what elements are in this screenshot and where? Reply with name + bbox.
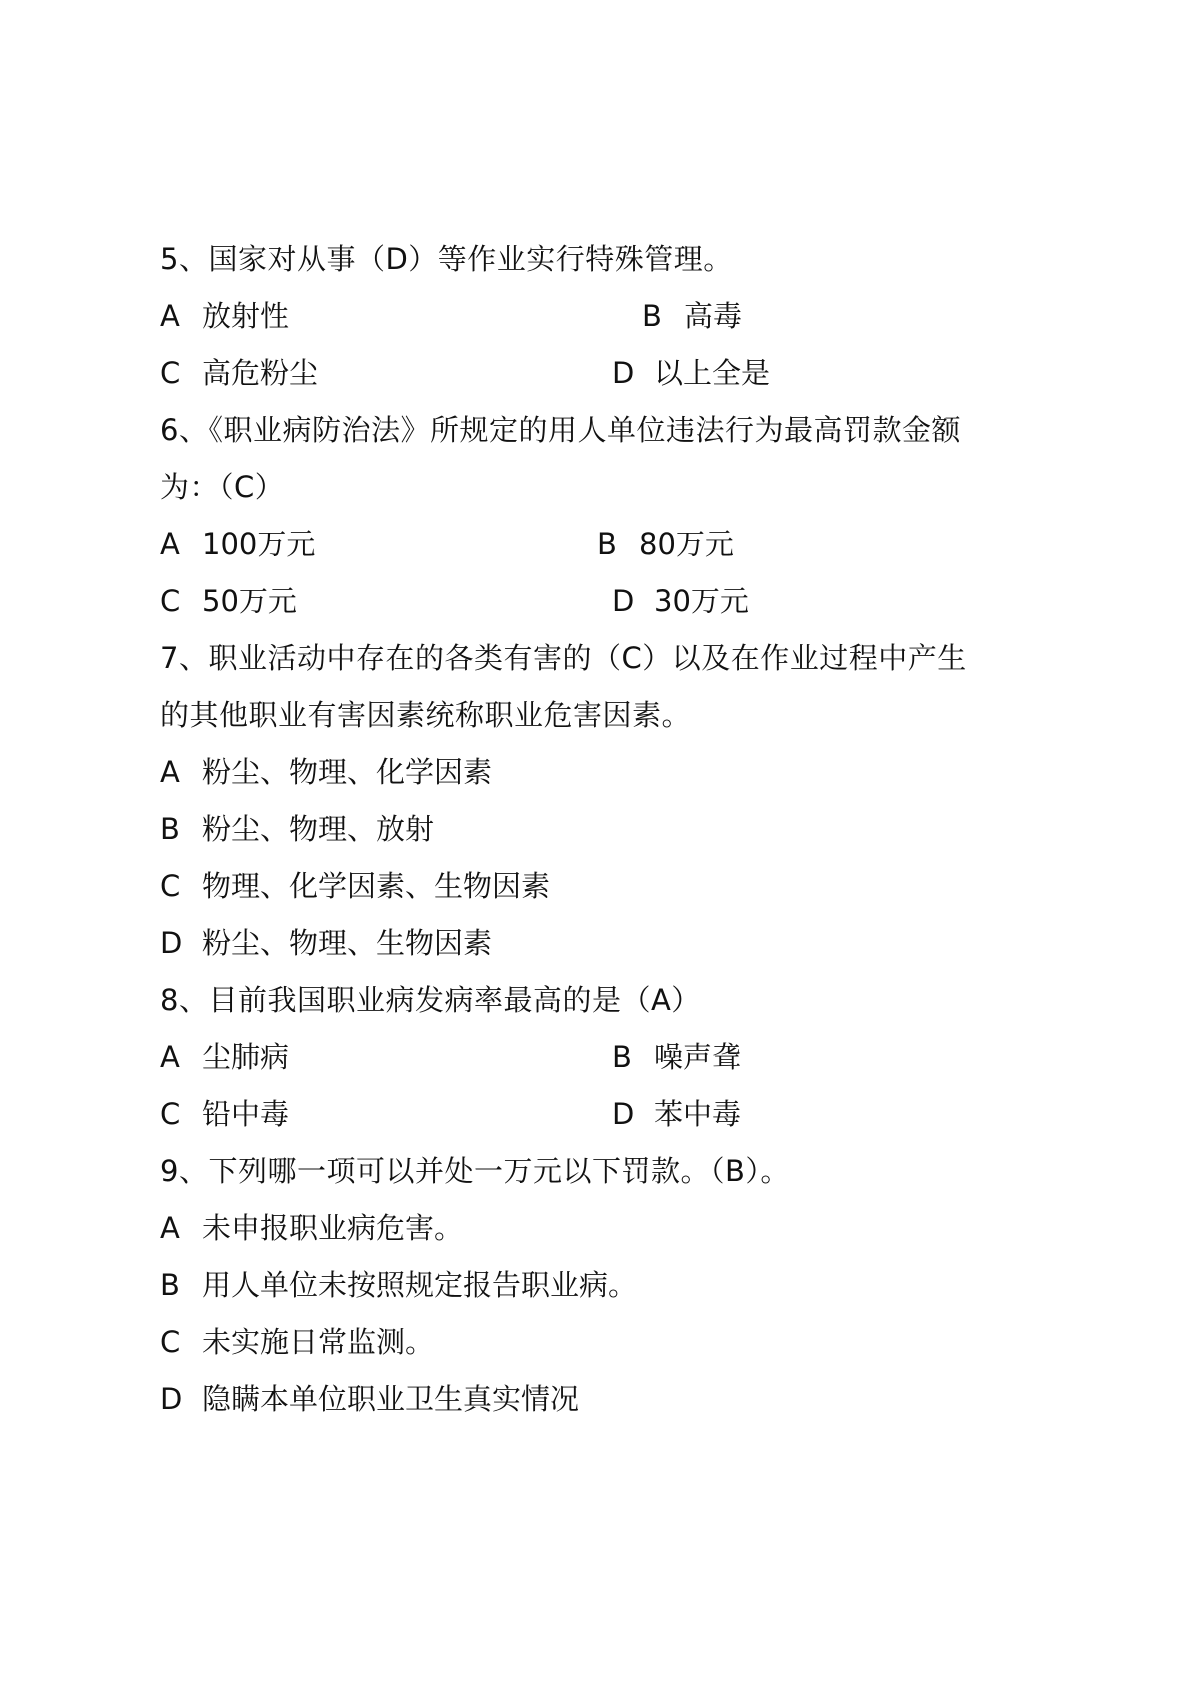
- question-8-options-row-1: [160, 1033, 1060, 1081]
- option-letter: C: [160, 584, 181, 618]
- option-d: [160, 1375, 579, 1423]
- option-a: [160, 1033, 289, 1081]
- question-5-options-row-2: [160, 349, 1060, 397]
- option-text: 高危粉尘: [202, 356, 319, 390]
- option-text: 100万元: [202, 527, 316, 561]
- option-letter: B: [160, 812, 180, 846]
- option-c: [160, 862, 550, 910]
- option-text: 噪声聋: [654, 1040, 742, 1074]
- question-6-options-row-2: [160, 577, 1060, 625]
- option-letter: A: [160, 1211, 180, 1245]
- option-text: 放射性: [202, 299, 290, 333]
- option-letter: D: [612, 356, 635, 390]
- option-b: [160, 1261, 637, 1309]
- option-text: 50万元: [202, 584, 297, 618]
- option-letter: A: [160, 1040, 180, 1074]
- option-letter: B: [642, 299, 662, 333]
- option-text: 粉尘、物理、放射: [202, 812, 435, 846]
- option-text: 用人单位未按照规定报告职业病。: [202, 1268, 638, 1302]
- question-5-options-row-1: [160, 292, 1060, 340]
- question-7-stem-line-2: 的其他职业有害因素统称职业危害因素。: [160, 698, 692, 732]
- option-letter: D: [160, 926, 183, 960]
- option-b: [160, 805, 434, 853]
- option-letter: B: [612, 1040, 632, 1074]
- question-7-option-c: [160, 862, 1060, 910]
- question-7-option-d: [160, 919, 1060, 967]
- option-a: [160, 1204, 463, 1252]
- option-text: 粉尘、物理、化学因素: [202, 755, 493, 789]
- option-text: 80万元: [639, 527, 734, 561]
- option-letter: D: [612, 584, 635, 618]
- option-text: 粉尘、物理、生物因素: [202, 926, 493, 960]
- option-b: [642, 292, 742, 340]
- option-a: [160, 292, 289, 340]
- option-text: 尘肺病: [202, 1040, 290, 1074]
- option-letter: C: [160, 356, 181, 390]
- question-8-stem: 8、目前我国职业病发病率最高的是（A）: [160, 983, 701, 1017]
- option-letter: C: [160, 1097, 181, 1131]
- question-8-options-row-2: [160, 1090, 1060, 1138]
- option-d: [612, 577, 749, 625]
- option-text: 未实施日常监测。: [202, 1325, 435, 1359]
- question-6-stem-line-1: 6、《职业病防治法》所规定的用人单位违法行为最高罚款金额: [160, 413, 961, 447]
- question-7-option-a: [160, 748, 1060, 796]
- option-d: [612, 349, 770, 397]
- option-text: 未申报职业病危害。: [202, 1211, 464, 1245]
- option-letter: D: [612, 1097, 635, 1131]
- question-7-option-b: [160, 805, 1060, 853]
- question-6-options-row-1: [160, 520, 1060, 568]
- option-letter: B: [597, 527, 617, 561]
- option-d: [612, 1090, 741, 1138]
- option-letter: A: [160, 755, 180, 789]
- question-9-option-c: [160, 1318, 1060, 1366]
- question-9-option-d: [160, 1375, 1060, 1423]
- option-d: [160, 919, 492, 967]
- option-letter: C: [160, 1325, 181, 1359]
- option-c: [160, 577, 297, 625]
- option-a: [160, 748, 492, 796]
- option-text: 物理、化学因素、生物因素: [202, 869, 551, 903]
- option-letter: D: [160, 1382, 183, 1416]
- option-letter: A: [160, 299, 180, 333]
- question-9-option-a: [160, 1204, 1060, 1252]
- option-text: 苯中毒: [654, 1097, 742, 1131]
- question-5-stem: 5、国家对从事（D）等作业实行特殊管理。: [160, 242, 733, 276]
- option-letter: A: [160, 527, 180, 561]
- option-text: 铅中毒: [202, 1097, 290, 1131]
- option-a: [160, 520, 315, 568]
- question-9-stem: 9、下列哪一项可以并处一万元以下罚款。（B）。: [160, 1154, 790, 1188]
- question-6-stem-line-2: 为：（C）: [160, 470, 285, 504]
- option-b: [597, 520, 734, 568]
- option-letter: B: [160, 1268, 180, 1302]
- option-c: [160, 1090, 289, 1138]
- option-text: 隐瞒本单位职业卫生真实情况: [202, 1382, 580, 1416]
- option-b: [612, 1033, 741, 1081]
- option-text: 30万元: [654, 584, 749, 618]
- option-letter: C: [160, 869, 181, 903]
- option-text: 以上全是: [654, 356, 771, 390]
- question-9-option-b: [160, 1261, 1060, 1309]
- question-7-stem-line-1: 7、职业活动中存在的各类有害的（C）以及在作业过程中产生: [160, 641, 967, 675]
- option-text: 高毒: [684, 299, 743, 333]
- option-c: [160, 1318, 434, 1366]
- option-c: [160, 349, 318, 397]
